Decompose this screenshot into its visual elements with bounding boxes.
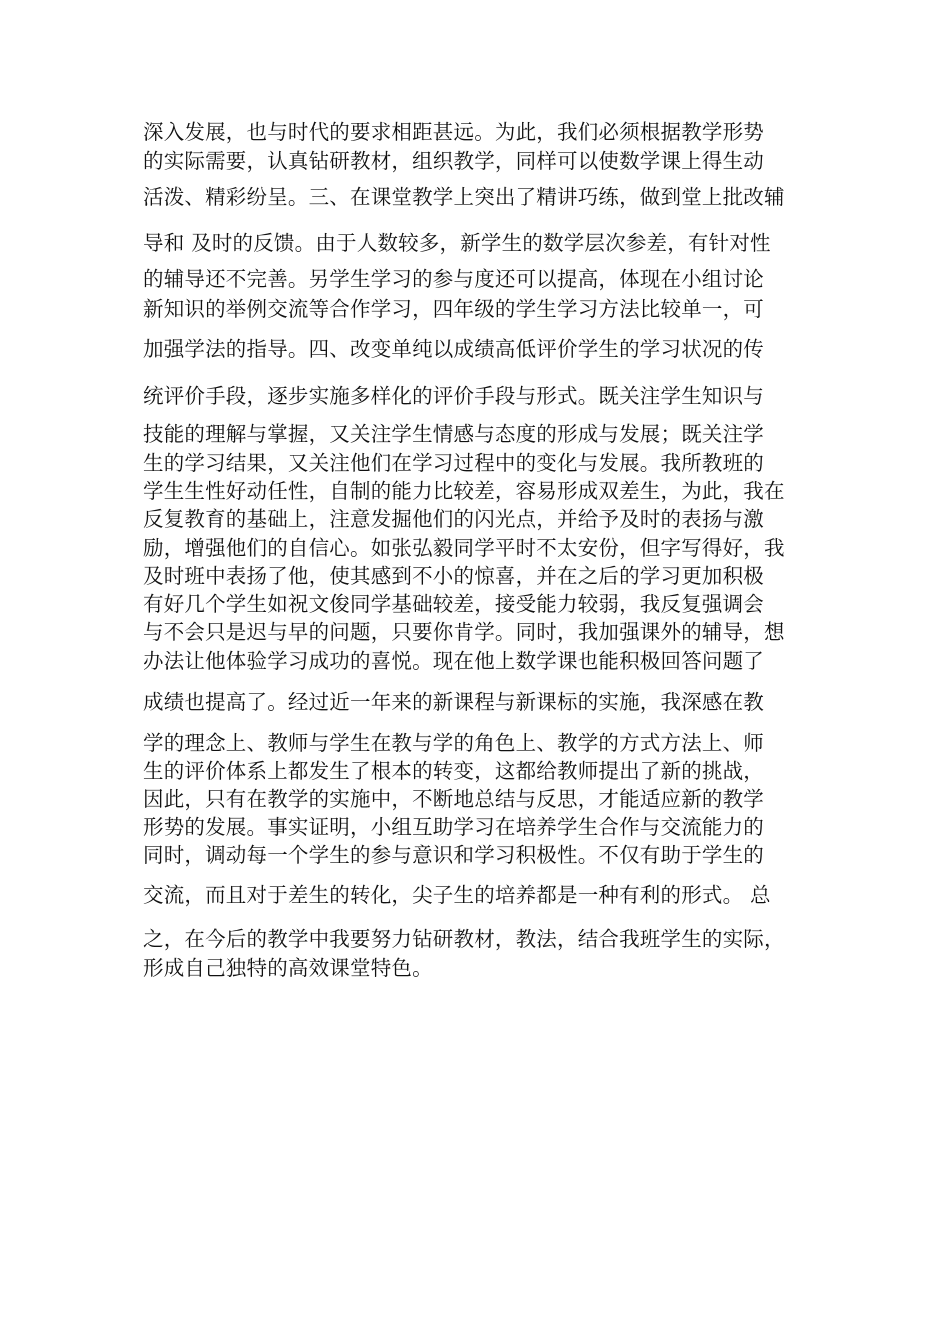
text-line: 办法让他体验学习成功的喜悦。现在他上数学课也能积极回答问题了: [143, 649, 764, 673]
text-line: 形势的发展。事实证明，小组互助学习在培养学生合作与交流能力的: [143, 815, 764, 839]
text-line: 学的理念上、教师与学生在教与学的角色上、教学的方式方法上、师: [143, 731, 764, 755]
text-line: 活泼、精彩纷呈。三、在课堂教学上突出了精讲巧练，做到堂上批改辅: [143, 185, 785, 209]
text-line: 导和 及时的反馈。由于人数较多，新学生的数学层次参差，有针对性: [143, 231, 771, 255]
text-line: 新知识的举例交流等合作学习，四年级的学生学习方法比较单一，可: [143, 297, 764, 321]
text-line: 技能的理解与掌握，又关注学生情感与态度的形成与发展；既关注学: [143, 422, 764, 446]
text-line: 学生生性好动任性，自制的能力比较差，容易形成双差生，为此，我在: [143, 479, 785, 503]
text-line: 反复教育的基础上，注意发掘他们的闪光点，并给予及时的表扬与激: [143, 507, 764, 531]
text-line: 励，增强他们的自信心。如张弘毅同学平时不太安份，但字写得好，我: [143, 536, 785, 560]
text-line: 有好几个学生如祝文俊同学基础较差，接受能力较弱，我反复强调会: [143, 592, 764, 616]
text-line: 与不会只是迟与早的问题，只要你肯学。同时，我加强课外的辅导，想: [143, 620, 785, 644]
text-line: 及时班中表扬了他，使其感到不小的惊喜，并在之后的学习更加积极: [143, 564, 764, 588]
text-line: 深入发展，也与时代的要求相距甚远。为此，我们必须根据教学形势: [143, 120, 764, 144]
text-line: 生的评价体系上都发生了根本的转变，这都给教师提出了新的挑战，: [143, 759, 764, 783]
text-line: 的辅导还不完善。另学生学习的参与度还可以提高，体现在小组讨论: [143, 267, 764, 291]
text-line: 因此，只有在教学的实施中，不断地总结与反思，才能适应新的教学: [143, 787, 764, 811]
text-line: 形成自己独特的高效课堂特色。: [143, 956, 433, 980]
text-line: 之，在今后的教学中我要努力钻研教材，教法，结合我班学生的实际，: [143, 927, 785, 951]
text-line: 生的学习结果，又关注他们在学习过程中的变化与发展。我所教班的: [143, 451, 764, 475]
text-line: 统评价手段，逐步实施多样化的评价手段与形式。既关注学生知识与: [143, 384, 764, 408]
text-line: 加强学法的指导。四、改变单纯以成绩高低评价学生的学习状况的传: [143, 337, 764, 361]
text-line: 交流，而且对于差生的转化，尖子生的培养都是一种有利的形式。 总: [143, 883, 771, 907]
text-line: 同时，调动每一个学生的参与意识和学习积极性。不仅有助于学生的: [143, 843, 764, 867]
text-line: 的实际需要，认真钻研教材，组织教学，同样可以使数学课上得生动: [143, 149, 764, 173]
text-line: 成绩也提高了。经过近一年来的新课程与新课标的实施，我深感在教: [143, 690, 764, 714]
